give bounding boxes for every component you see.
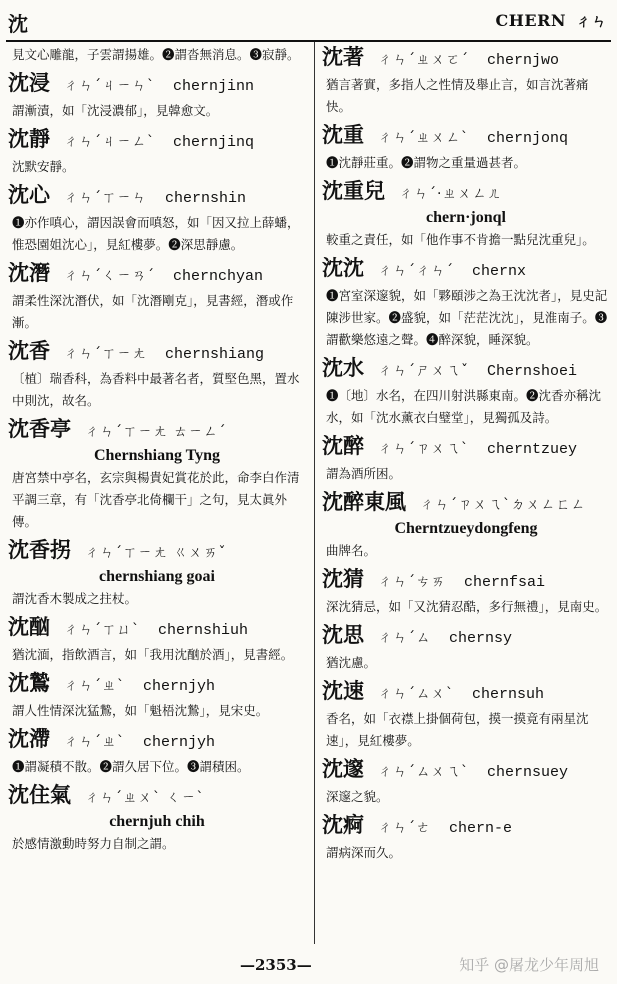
dictionary-entry <box>322 756 610 808</box>
dictionary-entry <box>322 622 610 674</box>
zhuyin: ㄔㄣˊㄒㄧㄤ <box>64 346 147 362</box>
definition: 〔植〕瑞香科，為香料中最著名者，質堅色黑，置水中則沈，故名。 <box>12 371 300 408</box>
romanization: chernshin <box>165 190 247 207</box>
headword: 沈潛 <box>8 260 50 285</box>
zhuyin: ㄔㄣˊㄒㄧㄤ ㄍㄨㄞˇ <box>85 545 227 561</box>
dictionary-entry <box>8 416 306 533</box>
headword: 沈住氣 <box>8 782 71 807</box>
dictionary-entry <box>8 70 306 122</box>
dictionary-entry <box>8 670 306 722</box>
zhuyin: ㄔㄣˊㄓㄨˋ ㄑㄧˋ <box>85 790 205 806</box>
dictionary-entry <box>322 678 610 752</box>
romanization: chernx <box>472 263 527 280</box>
header-rule <box>6 40 611 42</box>
definition: 深沈猜忌，如「又沈猜忍酷，多行無禮」，見南史。 <box>326 599 608 614</box>
headword: 沈香拐 <box>8 537 71 562</box>
zhuyin: ㄔㄣˊㄓㄨㄥˋ <box>378 130 469 146</box>
zhuyin: ㄔㄣˊㄘㄞ <box>378 574 446 590</box>
definition: 沈默安靜。 <box>12 159 75 174</box>
header-guide <box>496 10 607 31</box>
definition: 謂為酒所困。 <box>326 466 402 481</box>
headword: 沈痾 <box>322 812 364 837</box>
romanization: chernshiang goai <box>98 568 215 585</box>
headword: 沈醉 <box>322 433 364 458</box>
definition: 謂漸漬，如「沈浸濃郁」，見韓愈文。 <box>12 103 219 118</box>
headword: 沈醉東風 <box>322 489 406 514</box>
headword: 沈重 <box>322 122 364 147</box>
header-romanization: CHERN <box>495 11 566 30</box>
zhuyin: ㄔㄣˊㄒㄧㄤ ㄊㄧㄥˊ <box>85 424 227 440</box>
zhuyin: ㄔㄣˊㄜ <box>378 820 431 836</box>
definition: 香名，如「衣襟上掛個荷包，摸一摸竟有兩星沈速」，見紅樓夢。 <box>326 711 589 748</box>
romanization: chern·jonql <box>425 209 506 226</box>
dictionary-entry <box>322 44 610 118</box>
dictionary-entry <box>8 182 306 256</box>
zhuyin: ㄔㄣˊㄐㄧㄥˋ <box>64 134 155 150</box>
header-zhuyin: ㄔㄣ <box>575 12 607 30</box>
definition: 謂人性情深沈猛鷙，如「魁梧沈鷙」，見宋史。 <box>12 703 269 718</box>
headword: 沈香 <box>8 338 50 363</box>
zhuyin: ㄔㄣˊㄓˋ <box>64 678 125 694</box>
dictionary-entry <box>322 178 610 251</box>
romanization: chernsy <box>449 630 513 647</box>
romanization: chernfsai <box>464 574 546 591</box>
continued-definition: 見文心雕龍，子雲謂揚雄。❷謂沓無消息。❸寂靜。 <box>12 47 300 62</box>
right-column <box>322 44 610 868</box>
romanization: chernshiang <box>165 346 265 363</box>
dictionary-entry <box>322 122 610 174</box>
zhuyin: ㄔㄣˊㄔㄣˊ <box>378 263 454 279</box>
zhuyin: ㄔㄣˊㄒㄩˋ <box>64 622 140 638</box>
definition: ❶亦作嗔心，謂因誤會而嗔怒，如「因又拉上薛蟠，惟恐園姐沈心」，見紅樓夢。❷深思靜慮。 <box>12 215 300 252</box>
dictionary-entry <box>8 782 306 855</box>
page-footer <box>0 952 617 978</box>
zhuyin: ㄔㄣˊㄒㄧㄣ <box>64 190 147 206</box>
headword: 沈思 <box>322 622 364 647</box>
dictionary-entry <box>322 812 610 864</box>
definition: ❶宮室深邃貌，如「夥頤涉之為王沈沈者」，見史記陳涉世家。❷盛貌，如「茫茫沈沈」，見淮南子。❸謂歡樂悠遠之聲。❹醉深貌，睡深貌。 <box>326 288 608 347</box>
zhuyin: ㄔㄣˊㄗㄨㄟˋ <box>378 441 469 457</box>
romanization: chernsuey <box>487 764 569 781</box>
definition: 猶沈慮。 <box>326 655 377 670</box>
zhuyin: ㄔㄣˊㄓㄨㄛˊ <box>378 52 469 68</box>
headword: 沈酗 <box>8 614 50 639</box>
dictionary-entry <box>322 255 610 351</box>
header-character: 沈 <box>8 12 28 36</box>
headword: 沈速 <box>322 678 364 703</box>
definition: 較重之責任，如「他作事不肯擔一點兒沈重兒」。 <box>326 232 595 247</box>
zhuyin: ㄔㄣˊㄙ <box>378 630 431 646</box>
page-header <box>0 0 617 40</box>
romanization: chernjuh chih <box>109 813 205 830</box>
definition: 謂柔性深沈潛伏，如「沈潛剛克」，見書經，潛或作漸。 <box>12 293 294 330</box>
headword: 沈靜 <box>8 126 50 151</box>
headword: 沈香亭 <box>8 416 71 441</box>
watermark: 知乎 @屠龙少年周旭 <box>459 956 599 974</box>
headword: 沈心 <box>8 182 50 207</box>
headword: 沈滯 <box>8 726 50 751</box>
definition: ❶沈靜莊重。❷謂物之重量過甚者。 <box>326 155 527 170</box>
dictionary-entry <box>8 260 306 334</box>
definition: 曲牌名。 <box>326 543 377 558</box>
romanization: chernsuh <box>472 686 545 703</box>
romanization: chernjyh <box>143 734 216 751</box>
headword: 沈邃 <box>322 756 364 781</box>
headword: 沈猜 <box>322 566 364 591</box>
romanization: chernjinq <box>173 134 255 151</box>
headword: 沈鷙 <box>8 670 50 695</box>
definition: 謂病深而久。 <box>326 845 402 860</box>
definition: 猶沈湎，指飲酒言，如「我用沈酗於酒」，見書經。 <box>12 647 294 662</box>
zhuyin: ㄔㄣˊㄑㄧㄢˊ <box>64 268 155 284</box>
headword: 沈水 <box>322 355 364 380</box>
headword: 沈著 <box>322 44 364 69</box>
zhuyin: ㄔㄣˊㄓˋ <box>64 734 125 750</box>
definition: 唐宮禁中亭名，玄宗與楊貴妃賞花於此，命李白作清平調三章，有「沈香亭北倚欄干」之句，見太眞外傳。 <box>12 470 300 529</box>
zhuyin: ㄔㄣˊㄐㄧㄣˋ <box>64 78 155 94</box>
romanization: chernjinn <box>173 78 255 95</box>
romanization: chernjonq <box>487 130 569 147</box>
dictionary-entry <box>322 355 610 429</box>
headword: 沈重兒 <box>322 178 385 203</box>
page-number: —2353— <box>240 956 312 974</box>
romanization: Cherntzueydongfeng <box>394 520 538 537</box>
zhuyin: ㄔㄣˊㄙㄨㄟˋ <box>378 764 469 780</box>
romanization: chernshiuh <box>158 622 249 639</box>
romanization: chern-e <box>449 820 513 837</box>
definition: 深邃之貌。 <box>326 789 389 804</box>
dictionary-entry <box>8 726 306 778</box>
dictionary-entry <box>8 537 306 610</box>
zhuyin: ㄔㄣˊㄙㄨˋ <box>378 686 454 702</box>
dictionary-entry <box>8 614 306 666</box>
definition: 於感情激動時努力自制之謂。 <box>12 836 175 851</box>
dictionary-entry <box>8 338 306 412</box>
romanization: cherntzuey <box>487 441 578 458</box>
definition: 謂沈香木製成之拄杖。 <box>12 591 138 606</box>
dictionary-entry <box>8 126 306 178</box>
column-divider <box>314 42 315 944</box>
romanization: Chernshoei <box>487 363 578 380</box>
romanization: chernchyan <box>173 268 264 285</box>
headword: 沈沈 <box>322 255 364 280</box>
definition: ❶謂凝積不散。❷謂久居下位。❸謂積困。 <box>12 759 250 774</box>
romanization: chernjwo <box>487 52 560 69</box>
headword: 沈浸 <box>8 70 50 95</box>
dictionary-entry <box>322 489 610 562</box>
dictionary-entry <box>322 566 610 618</box>
dictionary-entry <box>322 433 610 485</box>
romanization: chernjyh <box>143 678 216 695</box>
definition: 猶言著實，多指人之性情及舉止言，如言沈著痛快。 <box>326 77 589 114</box>
romanization: Chernshiang Tyng <box>93 447 221 464</box>
left-column <box>8 44 306 859</box>
zhuyin: ㄔㄣˊ·ㄓㄨㄥㄦ <box>399 186 503 202</box>
zhuyin: ㄔㄣˊㄗㄨㄟˋㄉㄨㄥㄈㄥ <box>420 497 586 513</box>
definition: ❶〔地〕水名，在四川射洪縣東南。❷沈香亦稱沈水，如「沈水薰衣白璧堂」，見獨孤及詩。 <box>326 388 602 425</box>
zhuyin: ㄔㄣˊㄕㄨㄟˇ <box>378 363 469 379</box>
